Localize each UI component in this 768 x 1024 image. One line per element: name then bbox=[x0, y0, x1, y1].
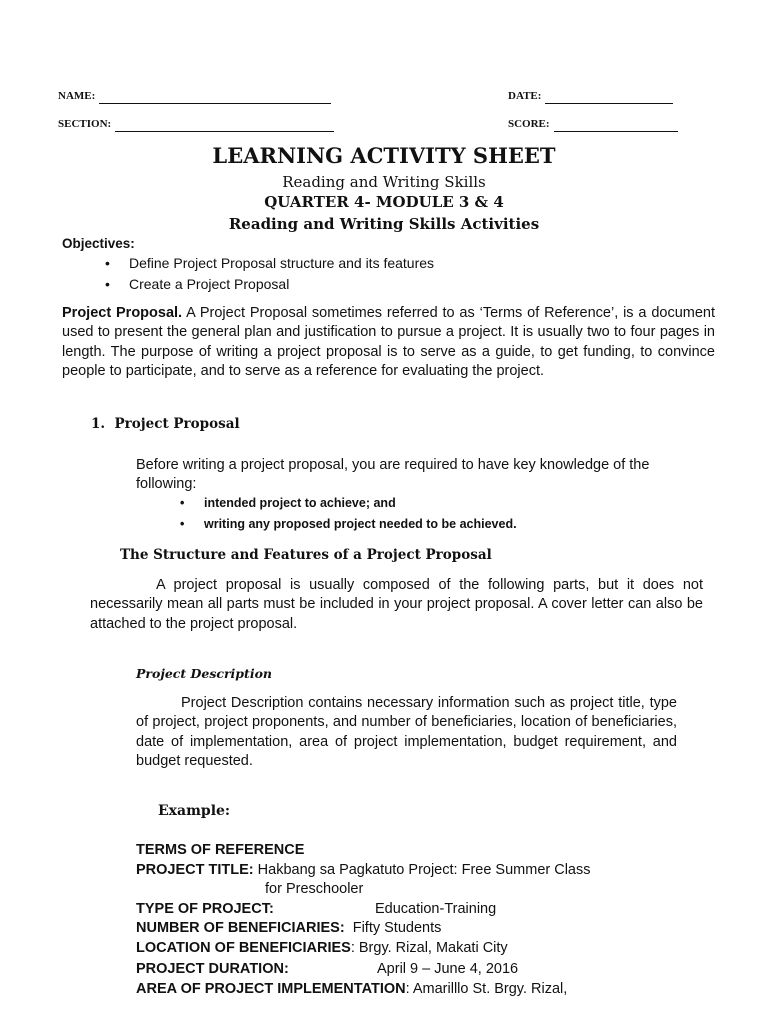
project-title-row bbox=[136, 862, 591, 878]
knowledge-text: writing any proposed project needed to be achieved. bbox=[204, 517, 517, 531]
objectives-label: Objectives: bbox=[62, 236, 135, 251]
location-row bbox=[136, 940, 508, 956]
type-value: Education-Training bbox=[375, 901, 497, 917]
knowledge-text: intended project to achieve; and bbox=[204, 496, 396, 510]
section-lead: Before writing a project proposal, you are required to have key knowledge of the following: bbox=[136, 457, 650, 493]
section-number: 1. bbox=[91, 416, 106, 432]
description-heading: Project Description bbox=[136, 666, 272, 681]
location-label: LOCATION OF BENEFICIARIES bbox=[136, 940, 351, 956]
section-heading bbox=[91, 416, 240, 432]
section-title: Project Proposal bbox=[114, 416, 240, 432]
type-label: TYPE OF PROJECT: bbox=[136, 901, 274, 917]
intro-term: Project Proposal. bbox=[62, 305, 183, 321]
name-blank bbox=[99, 94, 331, 104]
project-title-value: Hakbang sa Pagkatuto Project: Free Summer Class bbox=[253, 862, 591, 878]
terms-of-reference: TERMS OF REFERENCE bbox=[136, 842, 305, 858]
objective-text: Create a Project Proposal bbox=[129, 276, 290, 292]
knowledge-item: • writing any proposed project needed to be achieved. bbox=[180, 517, 517, 531]
area-value: : Amarilllo St. Brgy. Rizal, bbox=[405, 981, 568, 997]
score-field bbox=[508, 114, 678, 132]
date-blank bbox=[545, 94, 673, 104]
activities-title: Reading and Writing Skills Activities bbox=[228, 215, 540, 233]
objective-item: • Create a Project Proposal bbox=[105, 276, 290, 292]
example-label: Example: bbox=[158, 803, 231, 819]
intro-paragraph bbox=[62, 304, 715, 381]
project-title-label: PROJECT TITLE: bbox=[136, 862, 254, 878]
project-title-cont: for Preschooler bbox=[265, 881, 364, 897]
date-label: DATE: bbox=[508, 90, 542, 102]
beneficiaries-value: Fifty Students bbox=[352, 920, 442, 936]
beneficiaries-row bbox=[136, 920, 441, 936]
beneficiaries-label: NUMBER OF BENEFICIARIES: bbox=[136, 920, 345, 936]
area-label: AREA OF PROJECT IMPLEMENTATION bbox=[136, 981, 406, 997]
section-field bbox=[58, 114, 334, 132]
knowledge-item: • intended project to achieve; and bbox=[180, 496, 396, 510]
section-blank bbox=[115, 122, 334, 132]
structure-heading: The Structure and Features of a Project Proposal bbox=[120, 547, 492, 563]
duration-value: April 9 – June 4, 2016 bbox=[377, 961, 519, 977]
duration-label: PROJECT DURATION: bbox=[136, 961, 289, 977]
intro-text: A Project Proposal sometimes referred to as ‘Terms of Reference’, is a document used to present the general plan and justification to pursue a project. It is usually two to four pages in length. The purpose of writing a project proposal is to serve as a guide, to get funding, to convince people to participate, and to serve as a reference for evaluating the project. bbox=[62, 305, 715, 379]
structure-paragraph: A project proposal is usually composed of the following parts, but it does not necessarily mean all parts must be included in your project proposal. A cover letter can also be attached to the project proposal. bbox=[90, 577, 703, 632]
score-label: SCORE: bbox=[508, 118, 550, 130]
description-paragraph: Project Description contains necessary information such as project title, type of project, project proponents, and number of beneficiaries, location of beneficiaries, date of implementation, area of project implementation, budget requirement, and budget requested. bbox=[136, 695, 677, 769]
name-field bbox=[58, 86, 331, 104]
section-label: SECTION: bbox=[58, 118, 112, 130]
score-blank bbox=[554, 122, 678, 132]
location-value: : Brgy. Rizal, Makati City bbox=[350, 940, 508, 956]
area-row bbox=[136, 981, 567, 997]
objective-item: • Define Project Proposal structure and its features bbox=[105, 255, 435, 271]
page-subtitle: Reading and Writing Skills bbox=[282, 173, 486, 191]
objective-text: Define Project Proposal structure and its features bbox=[129, 255, 435, 271]
page-title: LEARNING ACTIVITY SHEET bbox=[212, 143, 556, 168]
quarter-module: QUARTER 4- MODULE 3 & 4 bbox=[264, 193, 504, 211]
date-field bbox=[508, 86, 673, 104]
name-label: NAME: bbox=[58, 90, 96, 102]
